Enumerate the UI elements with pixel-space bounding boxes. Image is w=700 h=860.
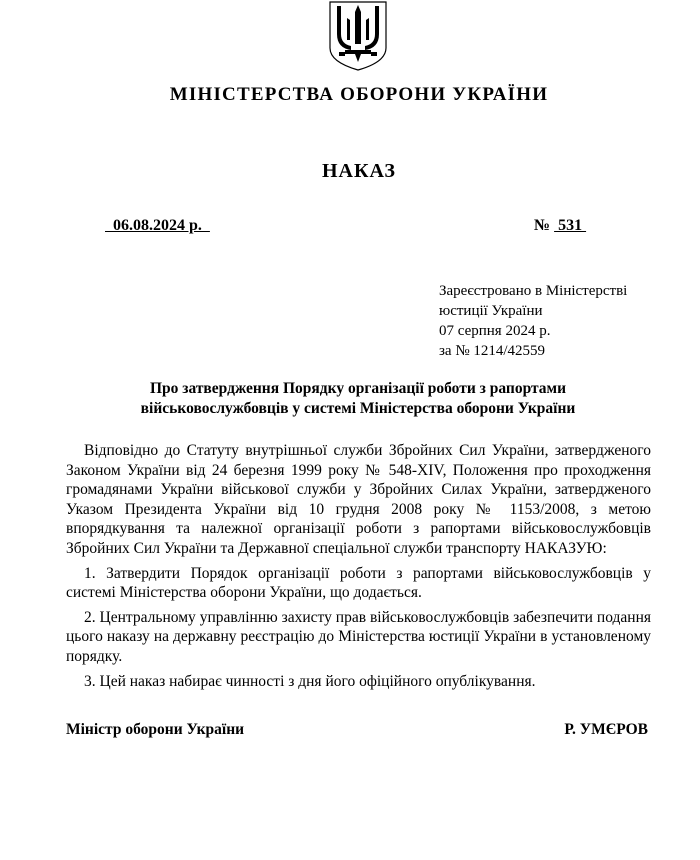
order-number-value: 531 — [554, 217, 587, 234]
signatory-name: Р. УМЄРОВ — [564, 721, 648, 738]
body-item-paragraph: 2. Центральному управлінню захисту прав військовослужбовців забезпечити подання цього наказу на державну реєстрацію до Міністерства юстиції України в установленому порядку. — [66, 608, 651, 665]
body-item-paragraph: 1. Затвердити Порядок організації роботи з рапортами військовослужбовців у системі Міністерства оборони України, що додається. — [66, 564, 651, 602]
body-item-paragraph: 3. Цей наказ набирає чинності з дня його офіційного опублікування. — [84, 672, 536, 690]
order-date: 06.08.2024 р. — [105, 217, 210, 234]
order-title — [60, 379, 656, 419]
registration-line: юстиції України — [439, 303, 543, 319]
tryzub-coat-of-arms-icon — [325, 0, 391, 72]
registration-stamp — [439, 281, 679, 361]
order-body — [66, 441, 651, 696]
signature-block — [66, 721, 648, 739]
registration-line: за № 1214/42559 — [439, 343, 546, 359]
signatory-position: Міністр оборони України — [66, 721, 245, 738]
document-type: НАКАЗ — [321, 160, 396, 182]
order-number-prefix: № — [534, 217, 555, 234]
order-title-line: військовослужбовців у системі Міністерства оборони України — [140, 400, 576, 417]
registration-line: Зареєстровано в Міністерстві — [439, 283, 628, 299]
body-intro-paragraph: Відповідно до Статуту внутрішньої служби Збройних Сил України, затвердженого Законом України від 24 березня 1999 року № 548-XIV, Положення про проходження громадянами України військової служби у Збройних Силах України, затвердженого Указом Президента України від 10 грудня 2008 року № 1153/2008, з метою впорядкування та належної організації роботи з рапортами військовослужбовців Збройних Сил України та Державної спеціальної служби транспорту НАКАЗУЮ: — [66, 442, 651, 557]
order-number — [534, 217, 586, 235]
registration-line: 07 серпня 2024 р. — [439, 323, 551, 339]
ministry-name: МІНІСТЕРСТВА ОБОРОНИ УКРАЇНИ — [169, 84, 549, 105]
order-title-line: Про затвердження Порядку організації роботи з рапортами — [149, 380, 567, 397]
